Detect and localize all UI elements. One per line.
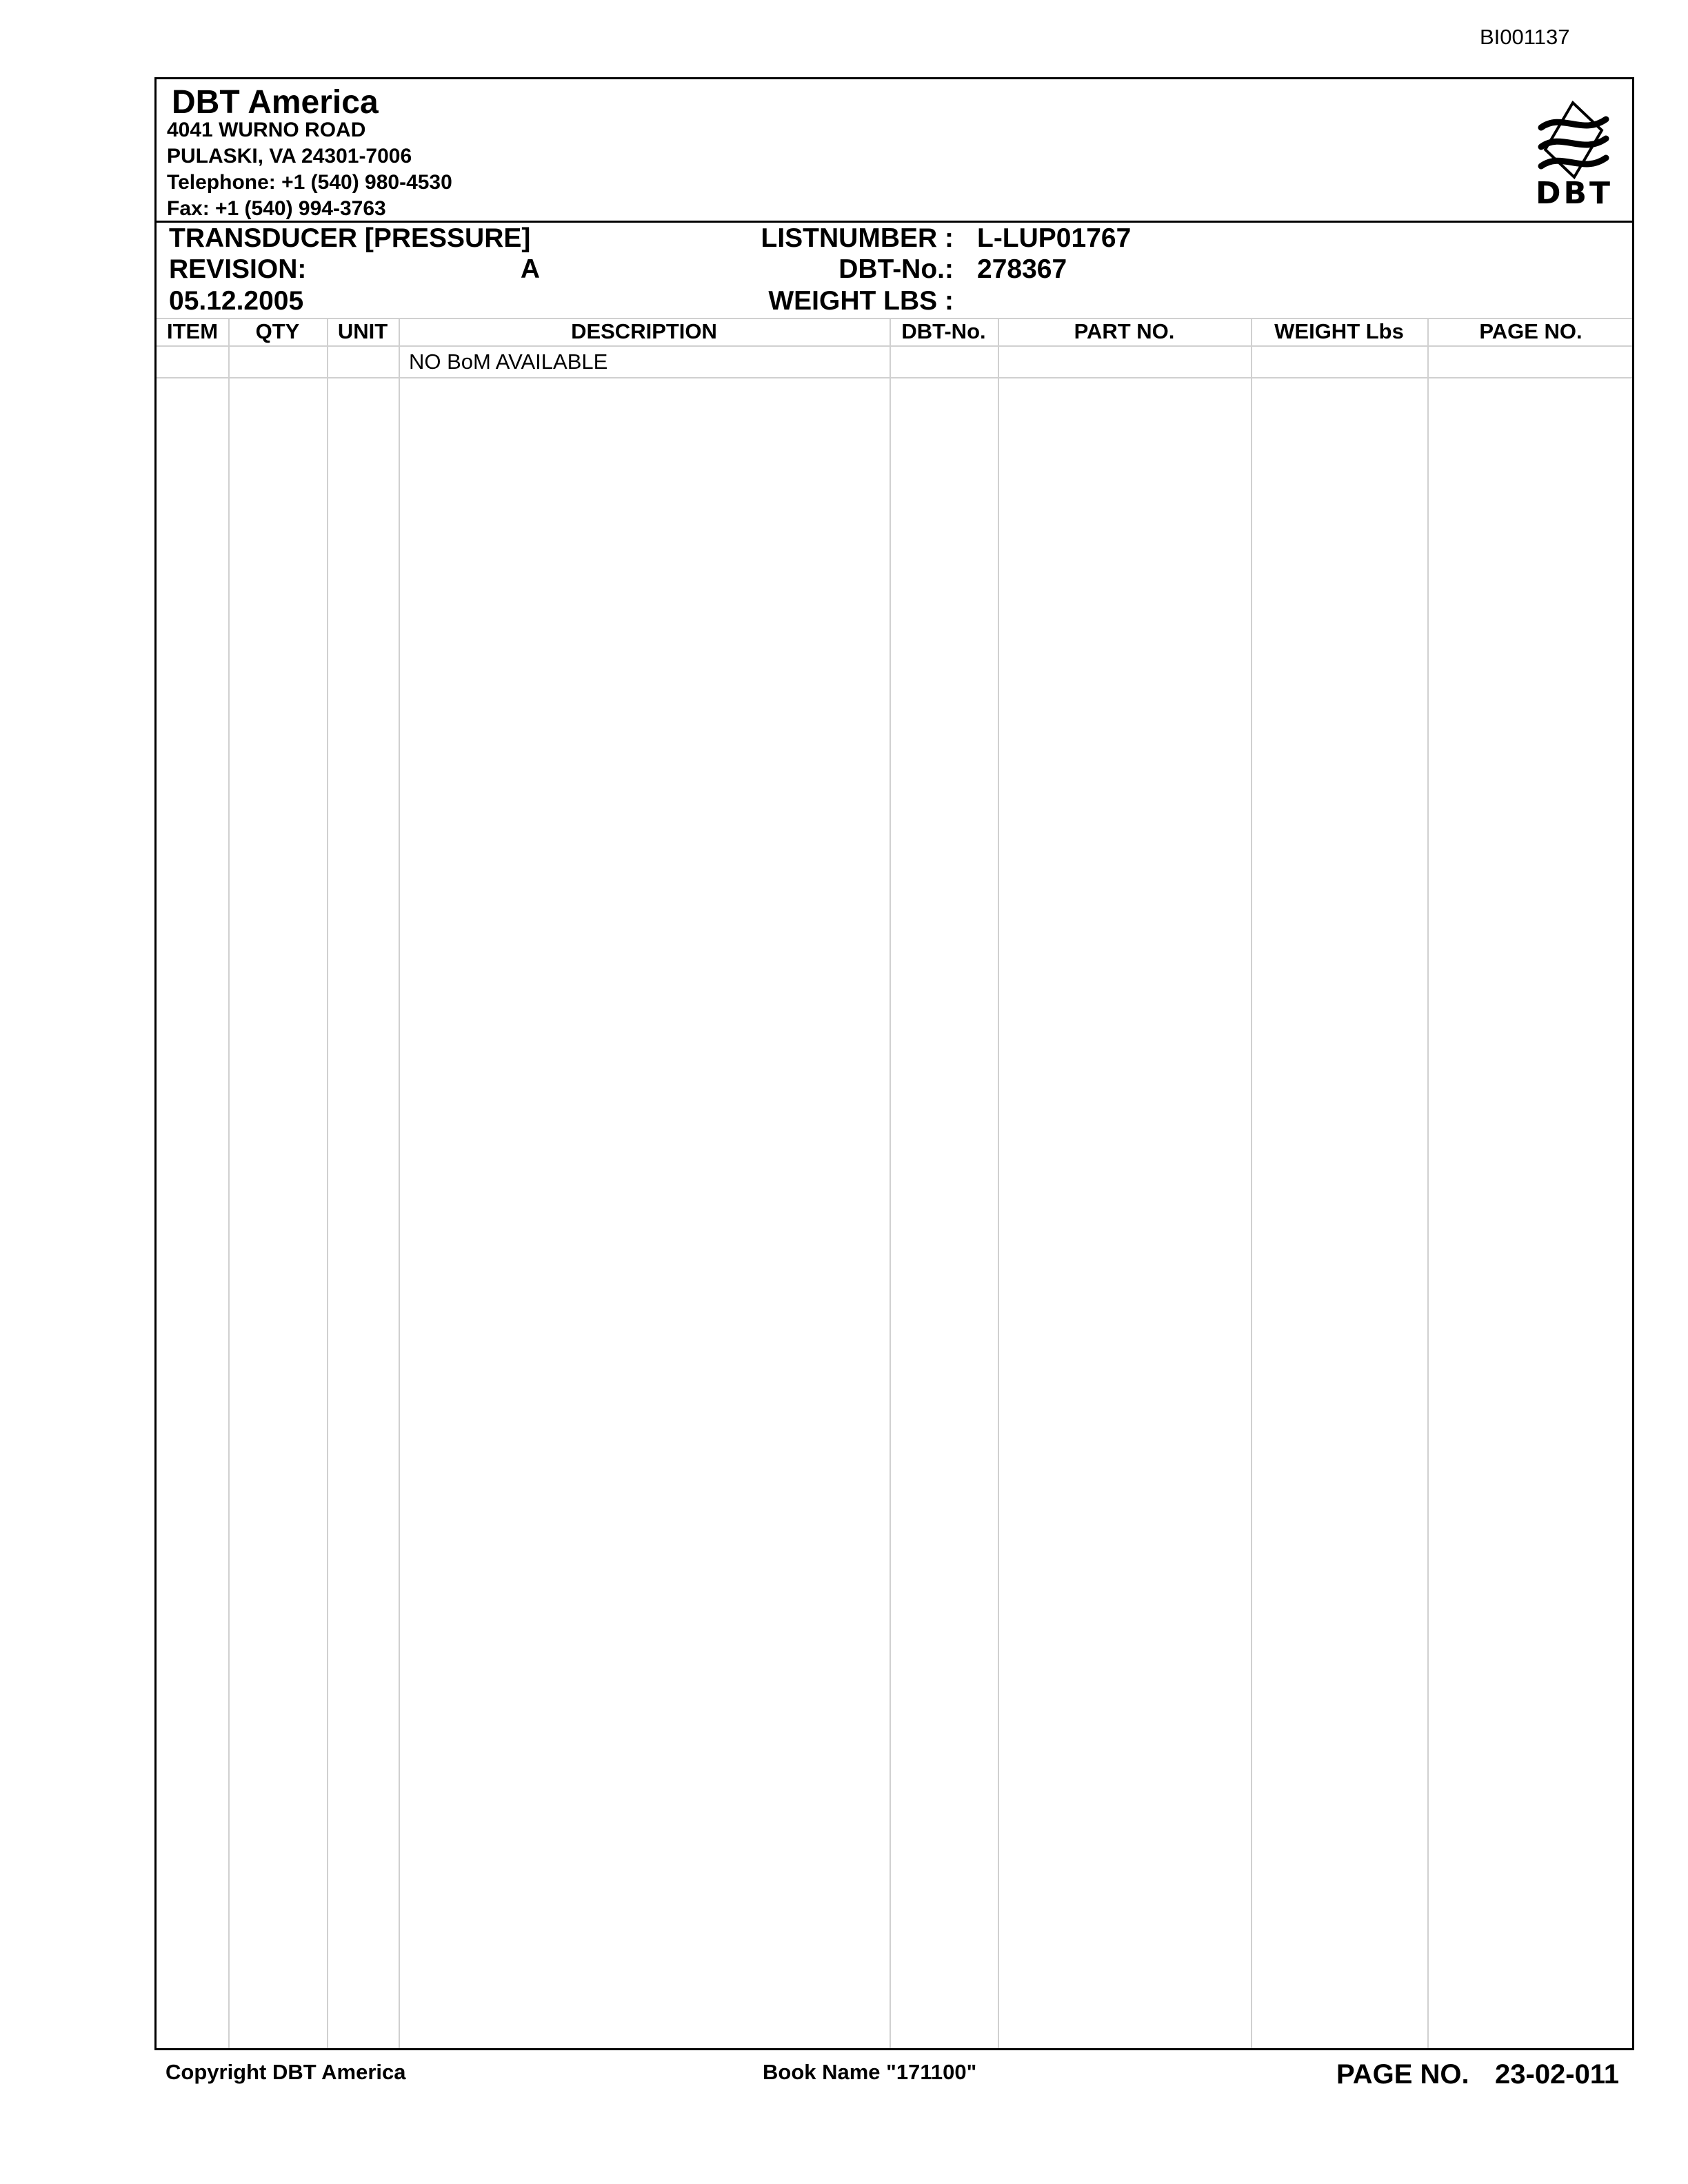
dbt-logo-icon (1534, 97, 1614, 208)
row-rule (157, 377, 1632, 378)
document-id: BI001137 (1480, 25, 1570, 49)
revision-date: 05.12.2005 (169, 286, 304, 316)
header-rule (157, 345, 1632, 347)
listnumber-label: LISTNUMBER : (761, 223, 954, 253)
title-block (157, 223, 1632, 319)
col-divider (1251, 318, 1252, 2048)
company-name: DBT America (172, 84, 379, 121)
column-header-item: ITEM (166, 319, 219, 343)
column-header-weight: WEIGHT Lbs (1274, 319, 1404, 343)
revision-value: A (520, 254, 541, 284)
column-header-description: DESCRIPTION (571, 319, 717, 343)
copyright: Copyright DBT America (165, 2060, 406, 2084)
column-header-page-no: PAGE NO. (1479, 319, 1582, 343)
footer-page-number: 23-02-011 (1495, 2059, 1620, 2090)
footer-page-label: PAGE NO. (1336, 2059, 1469, 2090)
weight-label: WEIGHT LBS : (768, 286, 954, 316)
logo-text: DBT (1535, 176, 1614, 208)
col-divider (998, 318, 999, 2048)
address-line-2: PULASKI, VA 24301-7006 (167, 145, 412, 168)
address-line-1: 4041 WURNO ROAD (167, 119, 366, 141)
col-divider (890, 318, 891, 2048)
parts-table (157, 318, 1632, 2048)
table-row: NO BoM AVAILABLE (409, 350, 608, 374)
company-header (157, 79, 1632, 223)
col-divider (1427, 318, 1429, 2048)
revision-label: REVISION: (169, 254, 307, 284)
fax: Fax: +1 (540) 994-3763 (167, 197, 386, 220)
col-divider (327, 318, 328, 2048)
column-header-qty: QTY (255, 319, 300, 343)
book-name: Book Name "171100" (763, 2060, 977, 2084)
column-header-dbt-no: DBT-No. (901, 319, 986, 343)
col-divider (399, 318, 400, 2048)
col-divider (228, 318, 230, 2048)
page-frame (154, 77, 1634, 2050)
dbt-no-label: DBT-No.: (838, 254, 954, 284)
listnumber-value: L-LUP01767 (977, 223, 1132, 253)
dbt-no-value: 278367 (977, 254, 1067, 284)
telephone: Telephone: +1 (540) 980-4530 (167, 171, 452, 194)
part-name: TRANSDUCER [PRESSURE] (169, 223, 531, 253)
column-header-part-no: PART NO. (1074, 319, 1175, 343)
column-header-unit: UNIT (337, 319, 388, 343)
